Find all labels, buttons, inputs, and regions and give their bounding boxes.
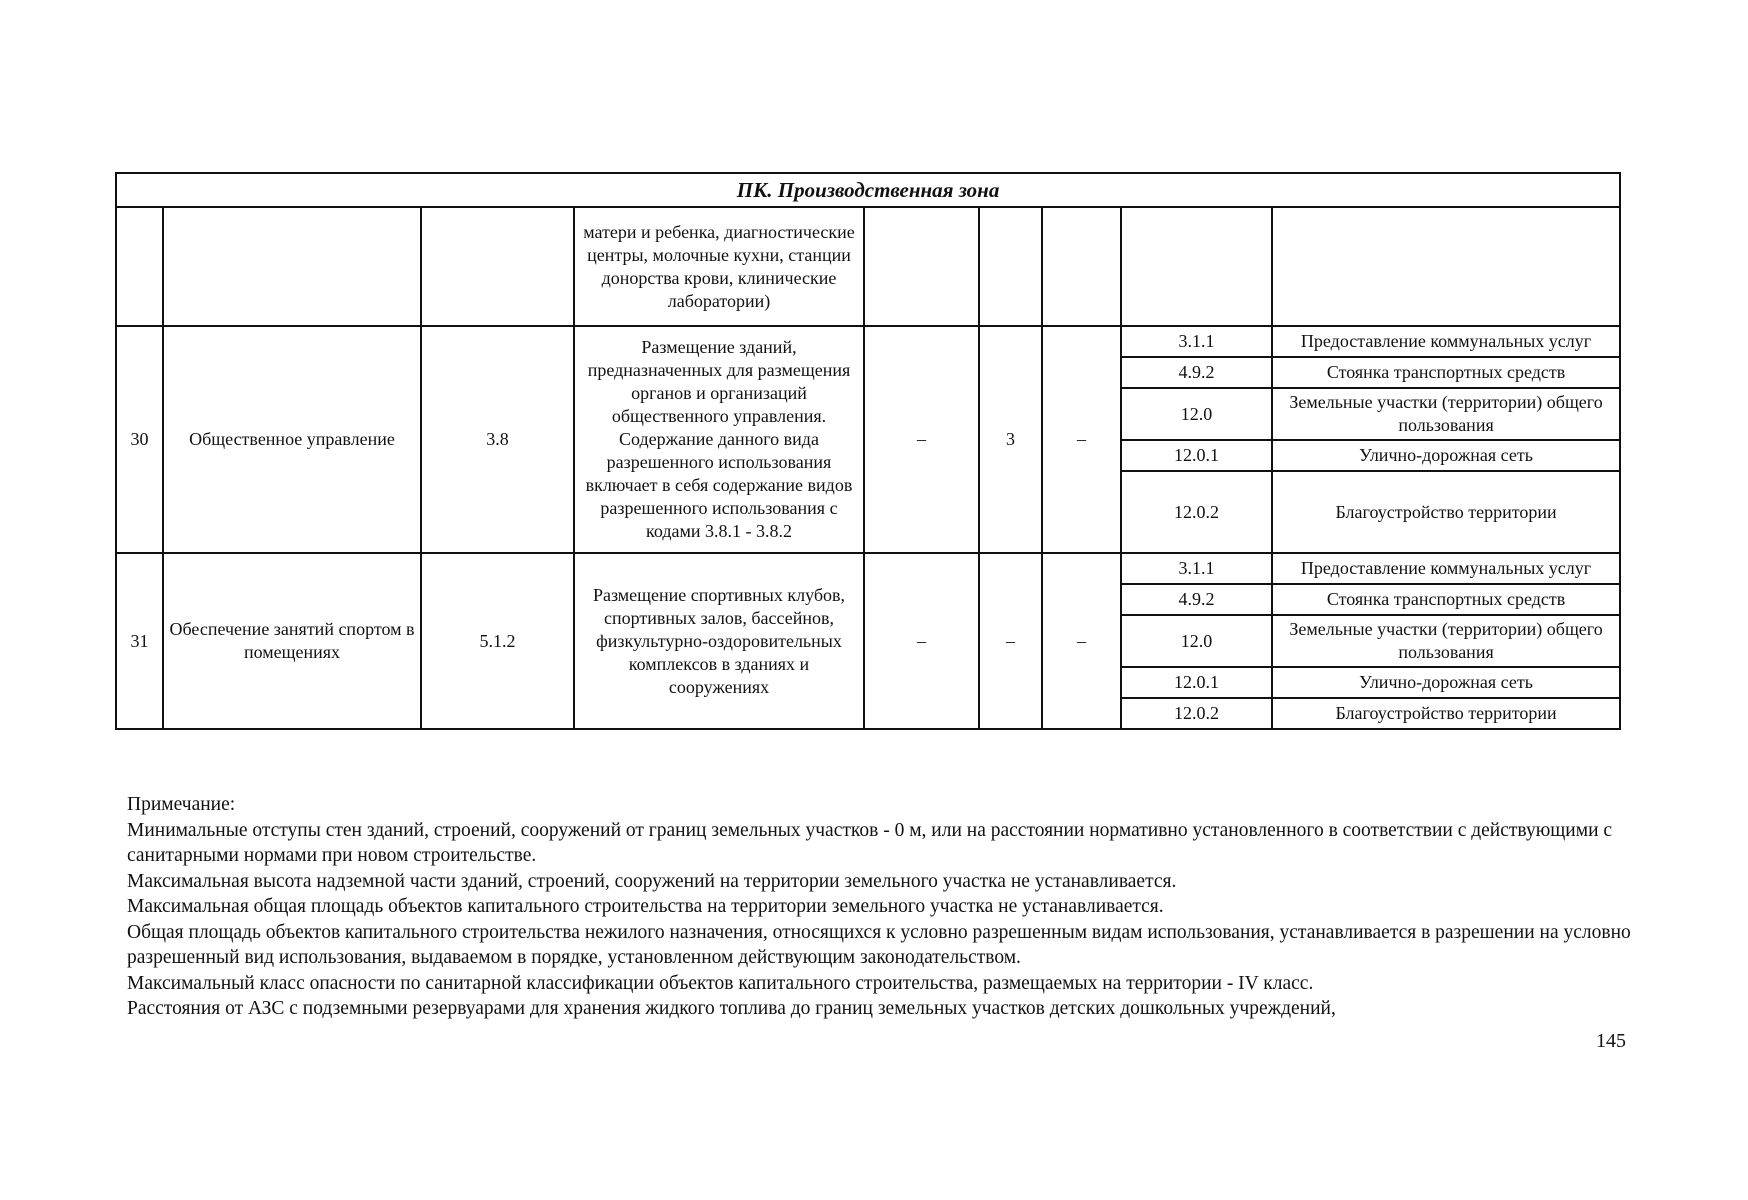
cell-empty: [1121, 207, 1272, 326]
sub-name: Стоянка транспортных средств: [1272, 584, 1620, 615]
row-number: 31: [116, 553, 163, 729]
zoning-table: [115, 172, 1621, 730]
sub-code: 12.0.2: [1121, 698, 1272, 729]
sub-code: 3.1.1: [1121, 326, 1272, 357]
note-line: Расстояния от АЗС с подземными резервуарами для хранения жидкого топлива до границ земельных участков детских дошкольных учреждений,: [127, 998, 1336, 1019]
table-row: [116, 553, 1620, 584]
sub-code: 12.0: [1121, 615, 1272, 667]
param-cell: –: [1042, 553, 1121, 729]
notes-section: [127, 792, 1647, 1022]
use-name: Обеспечение занятий спортом в помещениях: [163, 553, 421, 729]
table-row: [116, 326, 1620, 357]
cell-empty: [864, 207, 979, 326]
continuation-description: матери и ребенка, диагностические центры, молочные кухни, станции донорства крови, клинические лаборатории): [574, 207, 864, 326]
sub-code: 3.1.1: [1121, 553, 1272, 584]
sub-code: 12.0.2: [1121, 471, 1272, 553]
sub-code: 12.0: [1121, 388, 1272, 440]
zone-title: ПК. Производственная зона: [116, 173, 1620, 207]
cell-empty: [979, 207, 1042, 326]
sub-code: 12.0.1: [1121, 440, 1272, 471]
sub-name: Благоустройство территории: [1272, 471, 1620, 553]
use-name: Общественное управление: [163, 326, 421, 553]
param-cell: 3: [979, 326, 1042, 553]
note-line: Общая площадь объектов капитального строительства нежилого назначения, относящихся к условно разрешенным видам использования, устанавливается в разрешении на условно разрешенный вид использования, выдаваемом в порядке, установленном действующим законодательством.: [127, 921, 1631, 968]
sub-name: Благоустройство территории: [1272, 698, 1620, 729]
note-line: Максимальная высота надземной части зданий, строений, сооружений на территории земельного участка не устанавливается.: [127, 870, 1177, 892]
use-code: 3.8: [421, 326, 574, 553]
cell-empty: [1042, 207, 1121, 326]
param-cell: –: [1042, 326, 1121, 553]
use-description: Размещение зданий, предназначенных для размещения органов и организаций общественного управления. Содержание данного вида разрешенного использования включает в себя содержание видов разрешенного использования с кодами 3.8.1 - 3.8.2: [574, 326, 864, 553]
table-row-continuation: [116, 207, 1620, 326]
note-line: Максимальный класс опасности по санитарной классификации объектов капитального строительства, размещаемых на территории - IV класс.: [127, 972, 1314, 994]
note-line: Максимальная общая площадь объектов капитального строительства на территории земельного участка не устанавливается.: [127, 896, 1164, 917]
param-cell: –: [864, 553, 979, 729]
sub-code: 12.0.1: [1121, 667, 1272, 698]
sub-name: Земельные участки (территории) общего пользования: [1272, 388, 1620, 440]
cell-empty: [1272, 207, 1620, 326]
sub-code: 4.9.2: [1121, 357, 1272, 388]
sub-name: Стоянка транспортных средств: [1272, 357, 1620, 388]
cell-empty: [116, 207, 163, 326]
sub-name: Улично-дорожная сеть: [1272, 440, 1620, 471]
use-code: 5.1.2: [421, 553, 574, 729]
notes-heading: Примечание:: [127, 794, 236, 815]
use-description: Размещение спортивных клубов, спортивных залов, бассейнов, физкультурно-оздоровительных комплексов в зданиях и сооружениях: [574, 553, 864, 729]
note-line: Минимальные отступы стен зданий, строений, сооружений от границ земельных участков - 0 м, или на расстоянии нормативно установленного в соответствии с действующими с санитарными нормами при новом строительстве.: [127, 819, 1613, 866]
sub-name: Предоставление коммунальных услуг: [1272, 326, 1620, 357]
row-number: 30: [116, 326, 163, 553]
sub-name: Улично-дорожная сеть: [1272, 667, 1620, 698]
sub-name: Земельные участки (территории) общего пользования: [1272, 615, 1620, 667]
param-cell: –: [979, 553, 1042, 729]
page-number: 145: [1596, 1030, 1626, 1052]
cell-empty: [163, 207, 421, 326]
sub-name: Предоставление коммунальных услуг: [1272, 553, 1620, 584]
cell-empty: [421, 207, 574, 326]
sub-code: 4.9.2: [1121, 584, 1272, 615]
param-cell: –: [864, 326, 979, 553]
